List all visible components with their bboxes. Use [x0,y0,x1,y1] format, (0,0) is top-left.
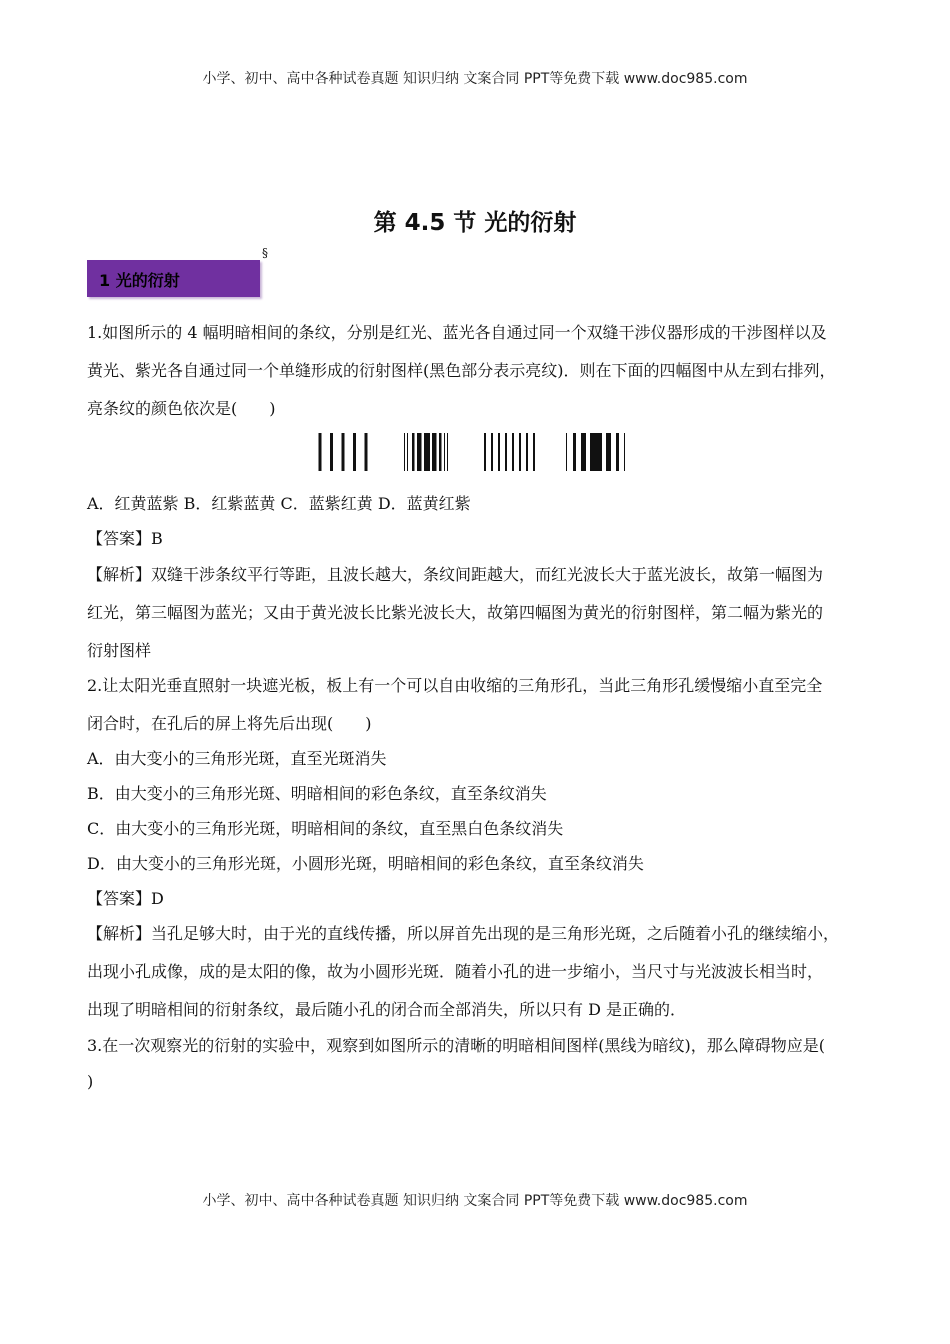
fringe-stripe [606,433,611,471]
fringe-stripe [412,433,415,471]
fringe-stripe [624,433,625,471]
fringe-stripe [447,433,448,471]
q2-explanation-line1: 【解析】当孔足够大时，由于光的直线传播，所以屏首先出现的是三角形光斑，之后随着小孔的继续缩小， [87,924,840,943]
section-banner [87,260,260,297]
fringe-stripe [505,433,507,471]
fringe-stripe [365,433,368,471]
fringe-svg [318,432,638,472]
q1-answer: 【答案】B [87,529,163,548]
fringe-stripe [342,433,345,471]
q1-line3: 亮条纹的颜色依次是( ) [87,399,276,418]
fringe-stripe [616,433,619,471]
page-title: 第 4.5 节 光的衍射 [373,210,577,236]
fringe-stripe [404,433,405,471]
q1-options: A．红黄蓝紫 B．红紫蓝黄 C．蓝紫红黄 D．蓝黄红紫 [87,494,471,513]
q1-explanation-line2: 红光，第三幅图为蓝光；又由于黄光波长比紫光波长大，故第四幅图为黄光的衍射图样，第二幅为紫光的 [87,603,824,622]
section-mark: § [262,246,268,260]
fringe-stripe [424,433,430,471]
fringe-panel-4 [566,433,625,471]
fringe-stripe [590,433,602,471]
page-footer: 小学、初中、高中各种试卷真题 知识归纳 文案合同 PPT等免费下载 www.doc985.com [202,1193,748,1209]
fringe-stripe [512,433,514,471]
fringe-stripe [353,433,356,471]
fringe-panel-2 [404,433,448,471]
fringe-stripe [319,433,322,471]
fringe-stripe [432,433,437,471]
fringe-stripe [407,433,408,471]
fringe-stripe [573,433,576,471]
fringe-stripe [439,433,442,471]
fringe-stripe [484,433,486,471]
fringe-panel-1 [319,433,368,471]
q2-explanation-line2: 出现小孔成像，成的是太阳的像，故为小圆形光斑．随着小孔的进一步缩小，当尺寸与光波波长相当时， [87,962,824,981]
section-label: 1 光的衍射 [99,271,180,290]
q1-explanation-line3: 衍射图样 [87,641,152,660]
fringe-stripe [519,433,521,471]
fringe-panel-3 [484,433,535,471]
q2-line1: 2.让太阳光垂直照射一块遮光板，板上有一个可以自由收缩的三角形孔，当此三角形孔缓慢缩小直至完全 [87,676,823,695]
q2-option-a: A．由大变小的三角形光斑，直至光斑消失 [87,749,387,768]
fringe-stripe [533,433,535,471]
q2-option-d: D．由大变小的三角形光斑，小圆形光斑，明暗相间的彩色条纹，直至条纹消失 [87,854,644,873]
q1-line1: 1.如图所示的 4 幅明暗相间的条纹，分别是红光、蓝光各自通过同一个双缝干涉仪器形成的干涉图样以及 [87,323,827,342]
fringe-stripe [444,433,445,471]
q2-answer: 【答案】D [87,889,164,908]
fringe-figure [318,432,638,472]
q2-option-c: C．由大变小的三角形光斑，明暗相间的条纹，直至黑白色条纹消失 [87,819,564,838]
q3-line2: ) [87,1072,94,1091]
q1-explanation-line1: 【解析】双缝干涉条纹平行等距，且波长越大，条纹间距越大，而红光波长大于蓝光波长，故第一幅图为 [87,565,824,584]
page-header: 小学、初中、高中各种试卷真题 知识归纳 文案合同 PPT等免费下载 www.doc985.com [202,71,748,87]
fringe-stripe [330,433,333,471]
q2-option-b: B．由大变小的三角形光斑、明暗相间的彩色条纹，直至条纹消失 [87,784,547,803]
fringe-stripe [566,433,567,471]
fringe-stripe [581,433,586,471]
q2-explanation-line3: 出现了明暗相间的衍射条纹，最后随小孔的闭合而全部消失，所以只有 D 是正确的． [87,1000,687,1019]
q1-line2: 黄光、紫光各自通过同一个单缝形成的衍射图样(黑色部分表示亮纹)．则在下面的四幅图中从左到右排列， [87,361,836,380]
fringe-stripe [498,433,500,471]
fringe-stripe [491,433,493,471]
fringe-stripe [526,433,528,471]
fringe-stripe [417,433,422,471]
q2-line2: 闭合时，在孔后的屏上将先后出现( ) [87,714,372,733]
q3-line1: 3.在一次观察光的衍射的实验中，观察到如图所示的清晰的明暗相间图样(黑线为暗纹)，那么障碍物应是( [87,1036,825,1055]
